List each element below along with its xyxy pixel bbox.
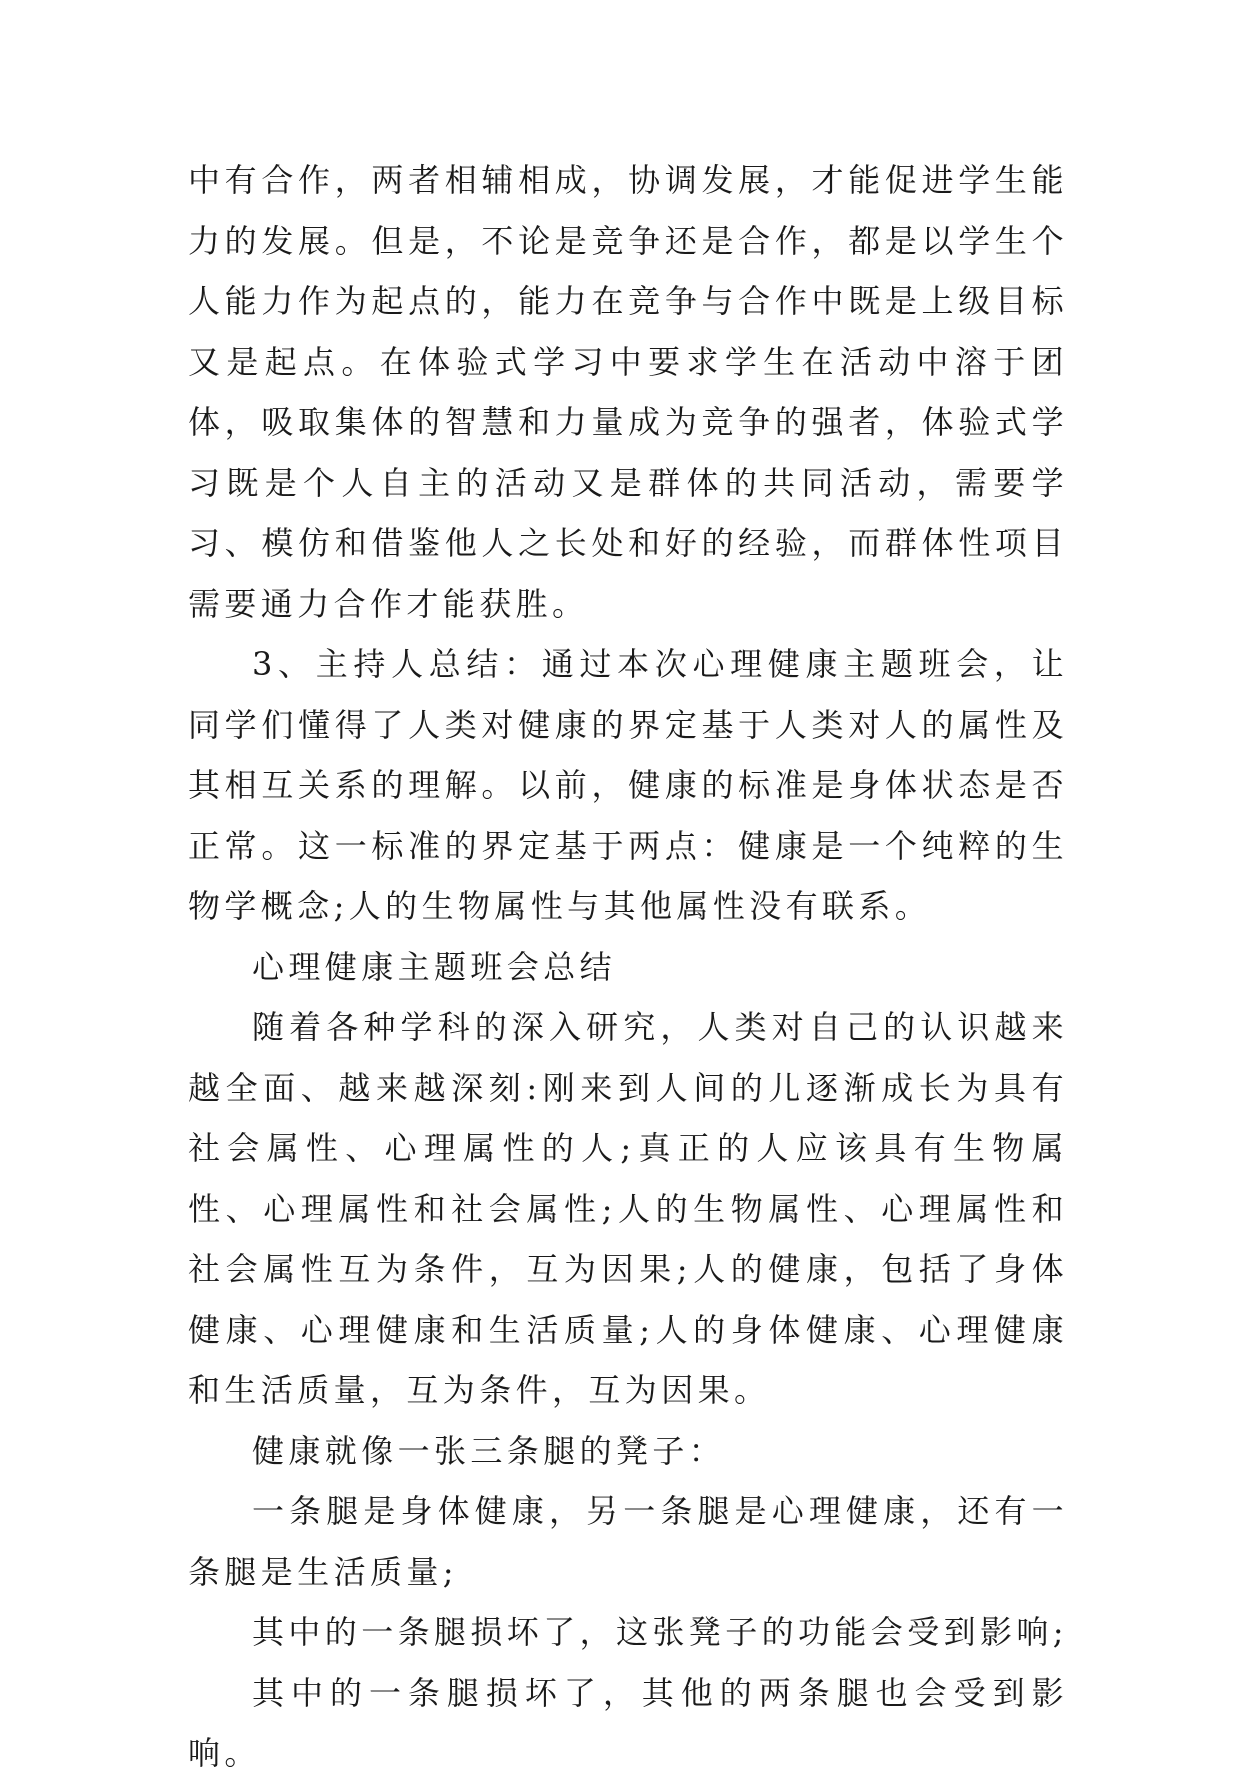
paragraph-cooperation: 中有合作，两者相辅相成，协调发展，才能促进学生能力的发展。但是，不论是竞争还是合作，都是以学生个人能力作为起点的，能力在竞争与合作中既是上级目标又是起点。在体验式学习中要求学生在活动中溶于团体，吸取集体的智慧和力量成为竞争的强者，体验式学习既是个人自主的活动又是群体的共同活动，需要学习、模仿和借鉴他人之长处和好的经验，而群体性项目需要通力合作才能获胜。 xyxy=(188,161,1068,623)
paragraph-three-legs: 一条腿是身体健康，另一条腿是心理健康，还有一条腿是生活质量; xyxy=(188,1492,1068,1591)
section-heading: 心理健康主题班会总结 xyxy=(252,947,617,986)
paragraph-stool-metaphor: 健康就像一张三条腿的凳子： xyxy=(252,1431,726,1470)
paragraph-host-summary: 3、主持人总结：通过本次心理健康主题班会，让同学们懂得了人类对健康的界定基于人类对人的属性及其相互关系的理解。以前，健康的标准是身体状态是否正常。这一标准的界定基于两点：健康是一个纯粹的生物学概念;人的生物属性与其他属性没有联系。 xyxy=(188,645,1068,925)
paragraph-function-affected: 其中的一条腿损坏了，这张凳子的功能会受到影响; xyxy=(252,1613,1068,1651)
paragraph-others-affected: 其中的一条腿损坏了，其他的两条腿也会受到影响。 xyxy=(188,1673,1068,1772)
paragraph-human-attributes: 随着各种学科的深入研究，人类对自己的认识越来越全面、越来越深刻:刚来到人间的儿逐渐成长为具有社会属性、心理属性的人;真正的人应该具有生物属性、心理属性和社会属性;人的生物属性、心理属性和社会属性互为条件，互为因果;人的健康，包括了身体健康、心理健康和生活质量;人的身体健康、心理健康和生活质量，互为条件，互为因果。 xyxy=(188,1008,1068,1409)
document-body xyxy=(188,150,1068,1784)
